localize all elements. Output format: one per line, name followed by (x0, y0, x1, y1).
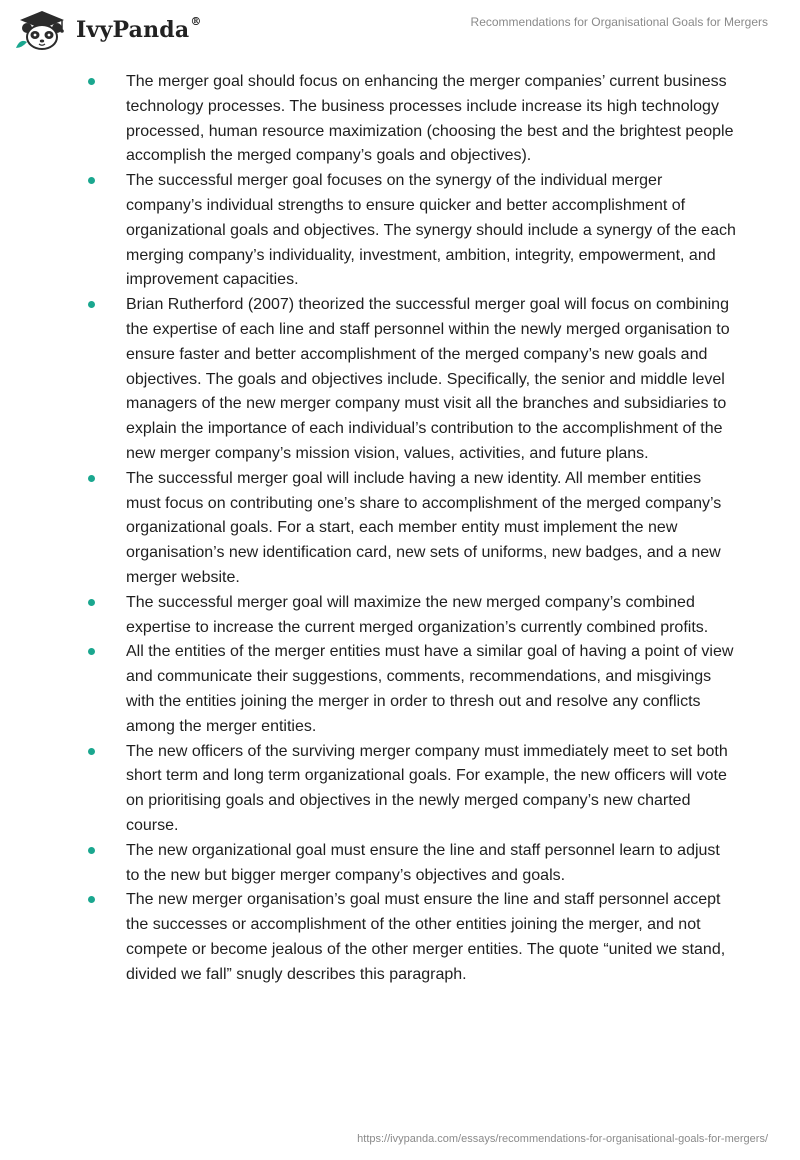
bullet-icon (88, 896, 95, 903)
bullet-icon (88, 648, 95, 655)
panda-graduate-icon (14, 8, 70, 52)
list-item: All the entities of the merger entities must have a similar goal of having a point of view and communicate their suggestions, comments, recommendations, and misgivings with the entities joining the merger in order to thresh out and resolve any conflicts among the merger entities. (0, 640, 800, 739)
list-item: The successful merger goal will maximize the new merged company’s combined expertise to increase the current merged organization’s currently combined profits. (0, 591, 800, 641)
bullet-list (0, 70, 800, 987)
list-item: Brian Rutherford (2007) theorized the successful merger goal will focus on combining the expertise of each line and staff personnel within the newly merged organisation to ensure faster and better accomplishment of the merged company’s new goals and objectives. The goals and objectives include. Specifically, the senior and middle level managers of the new merger company must visit all the branches and subsidiaries to explain the importance of each individual’s contribution to the accomplishment of the new merger company’s mission vision, values, activities, and future plans. (0, 293, 800, 467)
bullet-icon (88, 599, 95, 606)
list-item: The successful merger goal will include having a new identity. All member entities must focus on contributing one’s share to accomplishment of the merged company’s organizational goals. For a start, each member entity must implement the new organisation’s new identification card, new sets of uniforms, new badges, and a new merger website. (0, 467, 800, 591)
source-url-link[interactable]: https://ivypanda.com/essays/recommendations-for-organisational-goals-for-mergers/ (357, 1133, 768, 1145)
logo-wordmark: IvyPanda® (76, 15, 202, 43)
running-title: Recommendations for Organisational Goals for Mergers (470, 15, 768, 29)
document-body (0, 70, 800, 987)
bullet-icon (88, 78, 95, 85)
bullet-icon (88, 301, 95, 308)
list-item: The new organizational goal must ensure the line and staff personnel learn to adjust to the new but bigger merger company’s objectives and goals. (0, 839, 800, 889)
bullet-icon (88, 847, 95, 854)
bullet-icon (88, 177, 95, 184)
bullet-icon (88, 475, 95, 482)
list-item: The merger goal should focus on enhancing the merger companies’ current business technology processes. The business processes include increase its high technology processed, human resource maximization (choosing the best and the brightest people accomplish the merged company’s goals and objectives). (0, 70, 800, 169)
ivypanda-logo[interactable] (14, 8, 202, 52)
page-header (0, 0, 800, 60)
list-item: The new merger organisation’s goal must ensure the line and staff personnel accept the successes or accomplishment of the other entities joining the merger, and not compete or become jealous of the other merger entities. The quote “united we stand, divided we fall” snugly describes this paragraph. (0, 888, 800, 987)
bullet-icon (88, 748, 95, 755)
list-item: The new officers of the surviving merger company must immediately meet to set both short term and long term organizational goals. For example, the new officers will vote on prioritising goals and objectives in the newly merged company’s new charted course. (0, 740, 800, 839)
list-item: The successful merger goal focuses on the synergy of the individual merger company’s individual strengths to ensure quicker and better accomplishment of organizational goals and objectives. The synergy should include a synergy of the each merging company’s individuality, investment, ambition, integrity, empowerment, and improvement capacities. (0, 169, 800, 293)
